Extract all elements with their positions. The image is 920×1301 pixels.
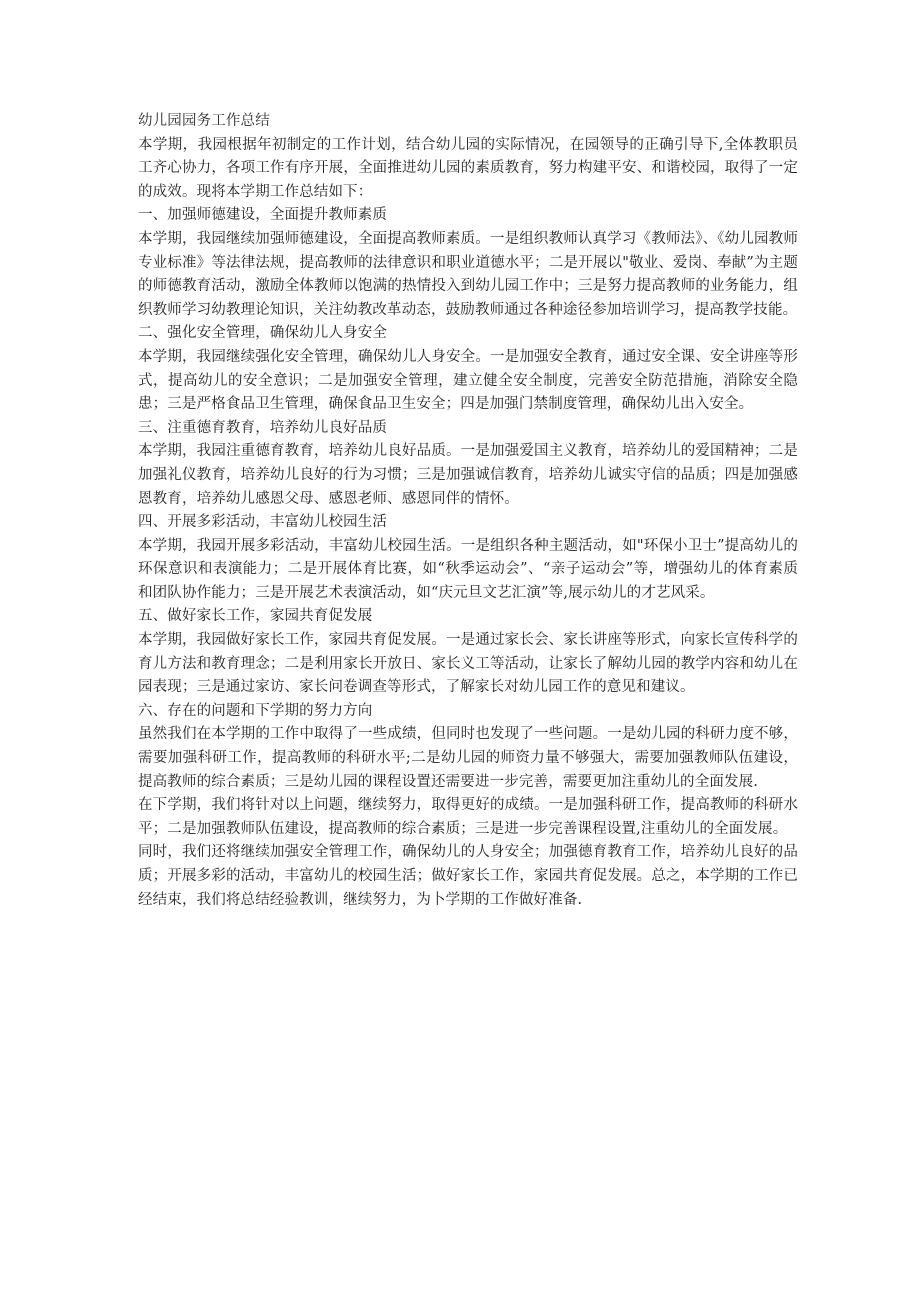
- section-heading-4: 四、开展多彩活动，丰富幼儿校园生活: [138, 514, 388, 531]
- section-heading-6: 六、存在的问题和下学期的努力方向: [138, 702, 373, 719]
- closing-paragraph-2: 同时，我们还将继续加强安全管理工作，确保幼儿的人身安全；加强德育教育工作，培养幼儿良好的品质；开展多彩的活动，丰富幼儿的校园生活；做好家长工作，家园共育促发展。总之，本学期的工作已经结束，我们将总结经验教训，继续努力，为卜学期的工作做好准备.: [138, 844, 798, 908]
- section-body-3: 本学期，我园注重德育教育，培养幼儿良好品质。一是加强爱国主义教育，培养幼儿的爱国精神；二是加强礼仪教育，培养幼儿良好的行为习惯；三是加强诚信教育，培养幼儿诚实守信的品质；四是加强感恩教育，培养幼儿感恩父母、感恩老师、感恩同伴的情怀。: [138, 443, 798, 507]
- intro-paragraph: 本学期，我园根据年初制定的工作计划，结合幼儿园的实际情况，在园领导的正确引导下,全体教职员工齐心协力，各项工作有序开展，全面推进幼儿园的素质教育，努力构建平安、和谐校园，取得了一定的成效。现将本学期工作总结如下：: [138, 136, 798, 200]
- section-body-6: 虽然我们在本学期的工作中取得了一些成绩，但同时也发现了一些问题。一是幼儿园的科研力度不够，需要加强科研工作，提高教师的科研水平;二是幼儿园的师资力量不够强大，需要加强教师队伍建设，提高教师的综合素质；三是幼儿园的课程设置还需要进一步完善，需要更加注重幼儿的全面发展.: [138, 726, 798, 790]
- section-body-2: 本学期，我园继续强化安全管理，确保幼儿人身安全。一是加强安全教育，通过安全课、安全讲座等形式，提高幼儿的安全意识；二是加强安全管理，建立健全安全制度，完善安全防范措施，消除安全隐患；三是严格食品卫生管理，确保食品卫生安全；四是加强门禁制度管理，确保幼儿出入安全。: [138, 348, 798, 413]
- section-body-5: 本学期，我园做好家长工作，家园共育促发展。一是通过家长会、家长讲座等形式，向家长宣传科学的育儿方法和教育理念；二是利用家长开放日、家长义工等活动，让家长了解幼儿园的教学内容和幼儿在园表现；三是通过家访、家长问卷调查等形式，了解家长对幼儿园工作的意见和建议。: [138, 632, 798, 696]
- section-heading-5: 五、做好家长工作，家园共育促发展: [138, 608, 373, 625]
- closing-paragraph-1: 在下学期，我们将针对以上问题，继续努力，取得更好的成绩。一是加强科研工作，提高教师的科研水平；二是加强教师队伍建设，提高教师的综合素质；三是进一步完善课程设置,注重幼儿的全面发展。: [138, 797, 798, 837]
- section-body-4: 本学期，我园开展多彩活动，丰富幼儿校园生活。一是组织各种主题活动，如"环保小卫士”提高幼儿的环保意识和表演能力；二是开展体育比赛，如“秋季运动会”、“亲子运动会”等，增强幼儿的体育素质和团队协作能力；三是开展艺术表演活动，如“庆元旦文艺汇演”等,展示幼儿的才艺风采。: [138, 537, 798, 601]
- section-heading-1: 一、加强师德建设，全面提升教师素质: [138, 207, 388, 224]
- document-title: 幼儿园园务工作总结: [138, 113, 270, 129]
- section-heading-2: 二、强化安全管理，确保幼儿人身安全: [138, 325, 388, 342]
- document-body: [138, 110, 798, 912]
- section-body-1: 本学期，我园继续加强师德建设，全面提高教师素质。一是组织教师认真学习《教师法》、《幼儿园教师专业标准》等法律法规，提高教师的法律意识和职业道德水平；二是开展以"敬业、爱岗、奉献”为主题的师德教育活动，激励全体教师以饱满的热情投入到幼儿园工作中；三是努力提高教师的业务能力，组织教师学习幼教理论知识，关注幼教改革动态，鼓励教师通过各种途径参加培训学习，提高教学技能。: [138, 230, 798, 318]
- section-heading-3: 三、注重德育教育，培养幼儿良好品质: [138, 419, 388, 436]
